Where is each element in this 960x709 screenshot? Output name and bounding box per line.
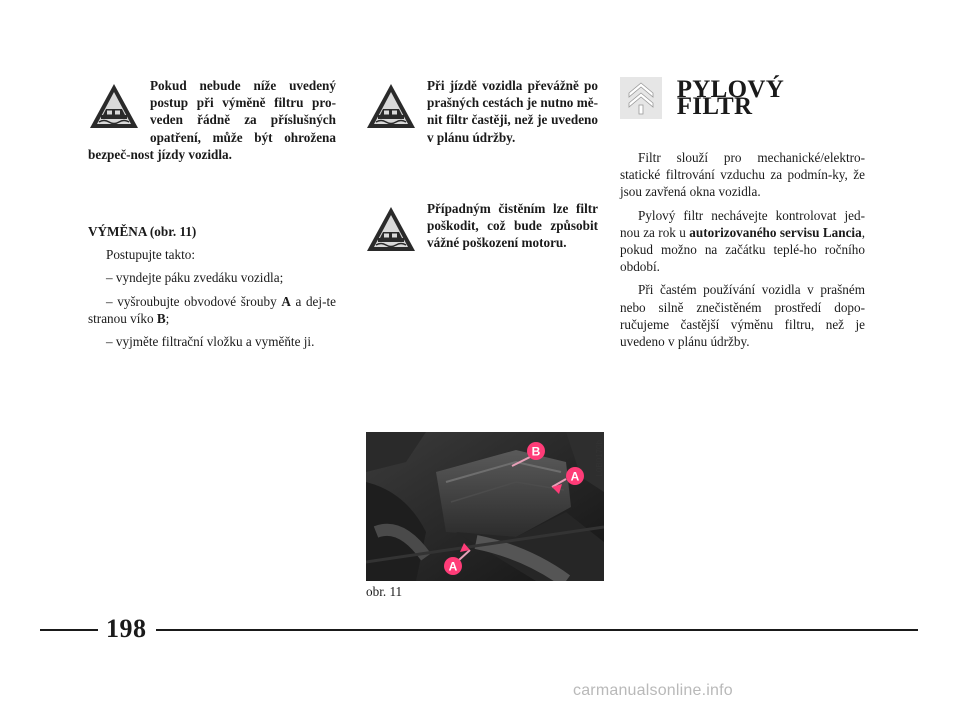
warning-text: Při jízdě vozidla převážně po prašných cestách je nutno mě-nit filtr častěji, než je uvedeno v plánu údržby. bbox=[427, 78, 598, 145]
warning-block bbox=[88, 77, 336, 163]
paragraph-1: Filtr slouží pro mechanické/elektro-statické filtrování vzduchu za podmín-ky, že jsou zavřená okna vozidla. bbox=[620, 150, 865, 200]
label-b: B bbox=[531, 444, 541, 459]
paragraph-2: Pylový filtr nechávejte kontrolovat jed-nou za rok u autorizovaného servisu Lancia, pokud možno na začátku teplé-ho ročního období. bbox=[620, 207, 865, 275]
column-left bbox=[88, 77, 336, 356]
footer-rule-right bbox=[156, 629, 918, 631]
warning-block-dust bbox=[365, 77, 598, 146]
warning-text: Případným čistěním lze filtr poškodit, což bude způsobit vážné poškození motoru. bbox=[427, 200, 598, 251]
warning-car-icon bbox=[365, 81, 417, 131]
warning-car-icon bbox=[88, 81, 140, 131]
watermark: carmanualsonline.info bbox=[573, 682, 733, 699]
section-heading: VÝMĚNA (obr. 11) bbox=[88, 224, 197, 240]
step-3: – vyjměte filtrační vložku a vyměňte ji. bbox=[106, 334, 315, 350]
column-right bbox=[620, 77, 865, 356]
page-number: 198 bbox=[106, 614, 147, 643]
label-a-top: A bbox=[570, 469, 580, 484]
step-2: – vyšroubujte obvodové šrouby A a dej-te stranou víko B; bbox=[88, 293, 336, 326]
warning-car-icon bbox=[365, 204, 417, 254]
step-1: – vyndejte páku zvedáku vozidla; bbox=[106, 270, 284, 286]
section-title bbox=[620, 77, 865, 119]
column-middle bbox=[365, 77, 598, 256]
fan-chevron-icon bbox=[620, 77, 662, 119]
page-title: PYLOVÝ FILTR bbox=[676, 75, 785, 120]
warning-block-cleaning bbox=[365, 200, 598, 252]
figure-code: L0B0170b bbox=[595, 440, 604, 477]
engine-photo bbox=[366, 432, 604, 581]
paragraph-3: Při častém používání vozidla v prašném nebo silně znečistěném prostředí dopo-ručujeme častější výměnu filtru, než je uvedeno v plánu údržby. bbox=[620, 282, 865, 350]
warning-text: Pokud nebude níže uvedený postup při výměně filtru pro-veden řádně za příslušných opatření, může být ohrožena bezpeč-nost jízdy vozidla. bbox=[88, 78, 336, 162]
label-a-bottom: A bbox=[448, 559, 458, 574]
figure-caption: obr. 11 bbox=[366, 584, 403, 599]
footer-rule-left bbox=[40, 629, 98, 631]
intro-text: Postupujte takto: bbox=[106, 247, 196, 263]
